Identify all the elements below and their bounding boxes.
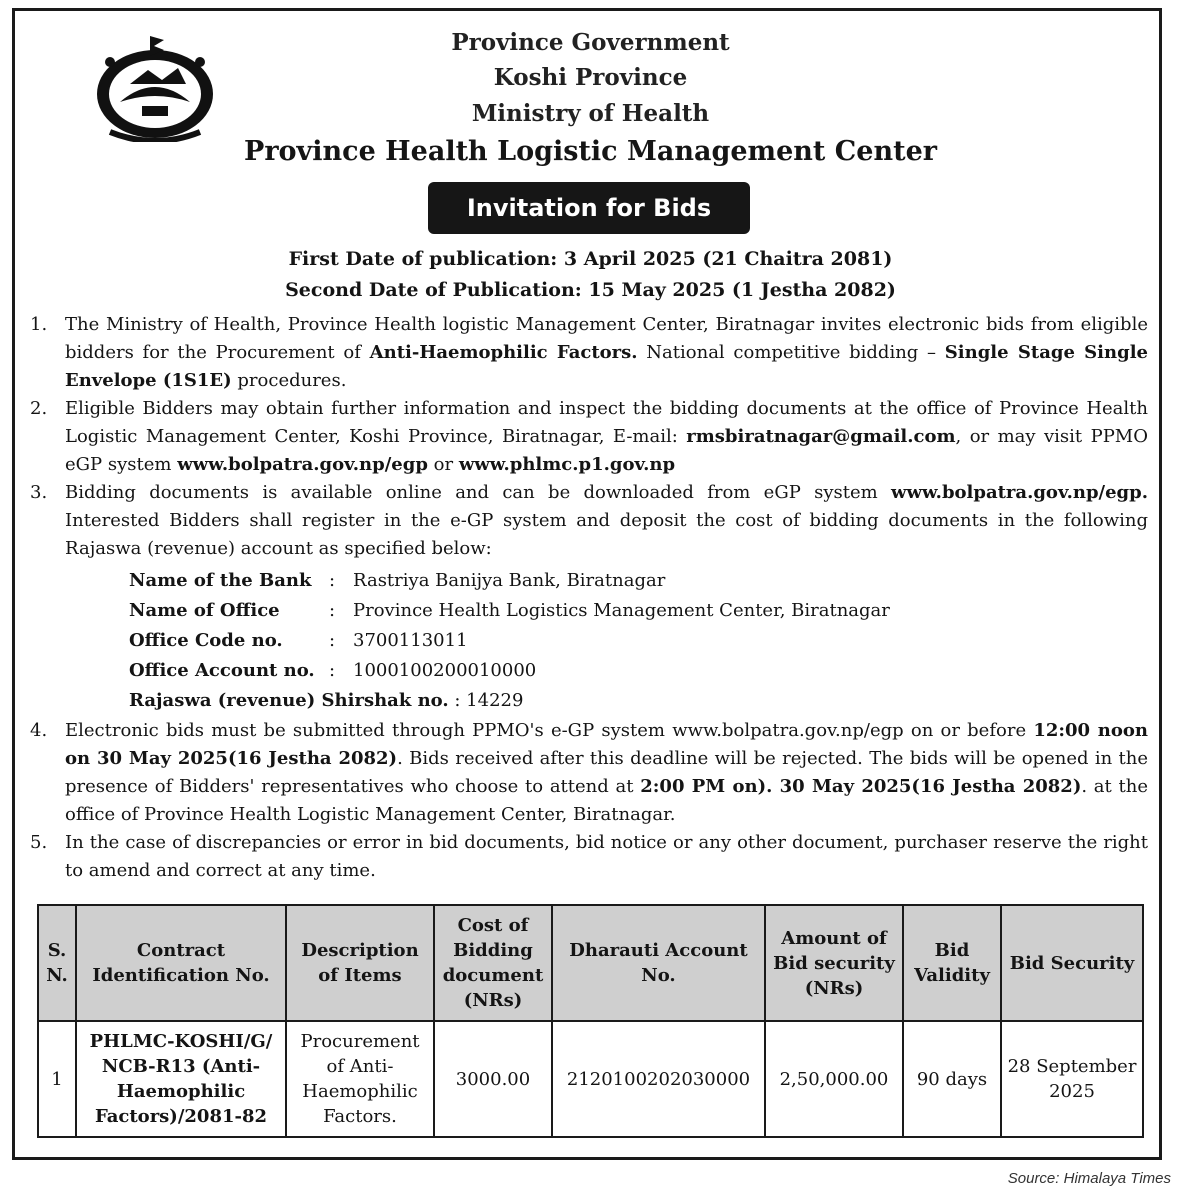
- item-text: [65, 311, 1148, 395]
- office-value: Province Health Logistics Management Center, Biratnagar: [353, 600, 890, 621]
- header-sn: S. N.: [38, 905, 76, 1021]
- office-row: [129, 597, 890, 627]
- item-text: [65, 717, 1148, 829]
- shirshak-cell: [129, 687, 890, 717]
- account-label: Office Account no.: [129, 660, 315, 681]
- header-contract-id: Contract Identification No.: [76, 905, 286, 1021]
- text-run: . Bids received after this deadline will be rejected. The bids will be opened in the presence of Bidders' representatives who choose to attend at: [65, 748, 1149, 797]
- header-validity: Bid Validity: [903, 905, 1001, 1021]
- header-amount: Amount of Bid security (NRs): [765, 905, 903, 1021]
- shirshak-value: 14229: [466, 690, 524, 711]
- notice-item-3: [30, 479, 1148, 717]
- cell-contract-id: PHLMC-KOSHI/G/ NCB-R13 (Anti-Haemophilic Factors)/2081-82: [76, 1021, 286, 1137]
- center-name: Province Health Logistic Management Center: [244, 136, 937, 167]
- notice-item-2: [30, 395, 1148, 479]
- header-cost: Cost of Bidding document (NRs): [434, 905, 552, 1021]
- header-dharauti: Dharauti Account No.: [552, 905, 765, 1021]
- code-value: 3700113011: [353, 630, 468, 651]
- cell-cost: 3000.00: [434, 1021, 552, 1137]
- text-run: procedures.: [231, 370, 347, 391]
- invitation-banner: Invitation for Bids: [428, 182, 750, 234]
- ministry-name: Ministry of Health: [471, 100, 710, 127]
- egp-link[interactable]: www.bolpatra.gov.np/egp: [177, 454, 428, 475]
- office-label: Name of Office: [129, 600, 280, 621]
- text-run: The Ministry of Health, Province Health logistic Management Center, Biratnagar invites electronic bids from eligible bidders for the Procurement of: [65, 314, 1148, 363]
- text-run: National competitive bidding –: [637, 342, 945, 363]
- text-run: Electronic bids must be submitted through PPMO's e-GP system www.bolpatra.gov.np/egp on or before: [65, 720, 1034, 741]
- table-header-row: [38, 905, 1143, 1021]
- province-government-title: Province Government: [451, 29, 730, 56]
- code-row: [129, 627, 890, 657]
- procedure-bold: Single Stage Single Envelope (1S1E): [65, 342, 1148, 391]
- bank-value: Rastriya Banijya Bank, Biratnagar: [353, 570, 666, 591]
- colon: :: [329, 660, 336, 681]
- item-text: [65, 479, 1148, 717]
- table-row: [38, 1021, 1143, 1137]
- item-number: 1.: [30, 314, 48, 335]
- shirshak-row: [129, 687, 890, 717]
- account-row: [129, 657, 890, 687]
- bank-row: [129, 567, 890, 597]
- cell-dharauti: 2120100202030000: [552, 1021, 765, 1137]
- shirshak-label: Rajaswa (revenue) Shirshak no.: [129, 690, 449, 711]
- email-link[interactable]: rmsbiratnagar@gmail.com: [686, 426, 956, 447]
- item-text: [65, 395, 1148, 479]
- phlmc-link[interactable]: www.phlmc.p1.gov.np: [458, 454, 676, 475]
- text-run: Eligible Bidders may obtain further information and inspect the bidding documents at the office of Province Health Logistic Management Center, Koshi Province, Biratnagar, E-mail:: [65, 398, 1148, 447]
- bank-label: Name of the Bank: [129, 570, 312, 591]
- item-number: 5.: [30, 832, 48, 853]
- notice-item-4: [30, 717, 1148, 829]
- text-run: . at the office of Province Health Logistic Management Center, Biratnagar.: [65, 776, 1148, 825]
- code-label: Office Code no.: [129, 630, 283, 651]
- opening-bold: 2:00 PM on). 30 May 2025(16 Jestha 2082): [640, 776, 1082, 797]
- header-bid-security: Bid Security: [1001, 905, 1143, 1021]
- notice-item-5: [30, 829, 1148, 885]
- colon: :: [329, 600, 336, 621]
- egp-link[interactable]: www.bolpatra.gov.np/egp.: [891, 482, 1148, 503]
- source-credit: Source: Himalaya Times: [1007, 1170, 1171, 1187]
- header-description: Description of Items: [286, 905, 434, 1021]
- notice-items: [30, 311, 1148, 885]
- colon: :: [329, 570, 336, 591]
- first-publication-date: First Date of publication: 3 April 2025 (21 Chaitra 2081): [288, 248, 893, 270]
- bid-table: [37, 904, 1144, 1138]
- second-publication-date: Second Date of Publication: 15 May 2025 (1 Jestha 2082): [285, 279, 896, 301]
- cell-description: Procurement of Anti-Haemophilic Factors.: [286, 1021, 434, 1137]
- deadline-bold: 12:00 noon on 30 May 2025(16 Jestha 2082): [65, 720, 1148, 769]
- item-text: In the case of discrepancies or error in bid documents, bid notice or any other document, purchaser reserve the right to amend and correct at any time.: [65, 832, 1148, 881]
- account-value: 1000100200010000: [353, 660, 537, 681]
- item-number: 4.: [30, 720, 48, 741]
- text-run: Interested Bidders shall register in the e-GP system and deposit the cost of bidding documents in the following Rajaswa (revenue) account as specified below:: [65, 510, 1148, 559]
- colon: :: [454, 690, 461, 711]
- bank-details: [129, 567, 890, 717]
- cell-amount: 2,50,000.00: [765, 1021, 903, 1137]
- province-name: Koshi Province: [493, 64, 688, 91]
- cell-bid-security: 28 September 2025: [1001, 1021, 1143, 1137]
- text-run: or: [427, 454, 459, 475]
- colon: :: [329, 630, 336, 651]
- cell-sn: 1: [38, 1021, 76, 1137]
- text-run: , or may visit PPMO eGP system: [65, 426, 1148, 475]
- item-number: 2.: [30, 398, 48, 419]
- item-number: 3.: [30, 482, 48, 503]
- cell-validity: 90 days: [903, 1021, 1001, 1137]
- item-name-bold: Anti-Haemophilic Factors.: [369, 342, 638, 363]
- notice-item-1: [30, 311, 1148, 395]
- text-run: Bidding documents is available online and can be downloaded from eGP system: [65, 482, 891, 503]
